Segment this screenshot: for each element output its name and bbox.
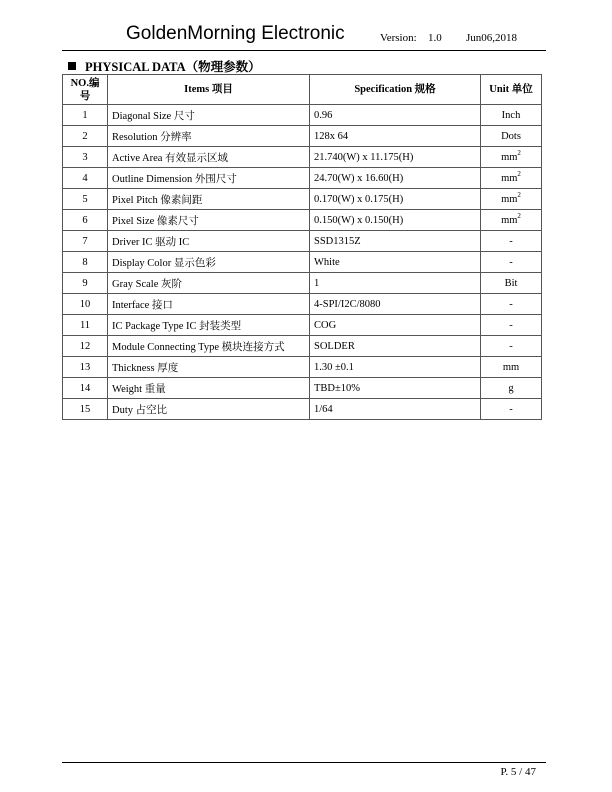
cell-spec: 0.170(W) x 0.175(H) [310, 189, 481, 210]
unit-text: mm [501, 151, 518, 163]
square-bullet-icon [68, 62, 76, 70]
table-row [63, 294, 542, 315]
cell-item: Pixel Size 像素尺寸 [108, 210, 310, 231]
cell-item: Driver IC 驱动 IC [108, 231, 310, 252]
unit-text: mm [501, 193, 518, 205]
table-row [63, 399, 542, 420]
section-title-text: PHYSICAL DATA（物理参数） [85, 60, 261, 74]
cell-spec: COG [310, 315, 481, 336]
table-row [63, 315, 542, 336]
cell-unit [481, 336, 542, 357]
cell-no: 4 [63, 168, 108, 189]
document-date: Jun06,2018 [466, 32, 518, 44]
page-number: P. 5 / 47 [500, 766, 536, 778]
cell-unit [481, 315, 542, 336]
unit-text: - [509, 256, 513, 268]
cell-no: 13 [63, 357, 108, 378]
cell-no: 7 [63, 231, 108, 252]
table-row [63, 378, 542, 399]
cell-item: Display Color 显示色彩 [108, 252, 310, 273]
version-label: Version: [380, 32, 417, 44]
cell-no: 9 [63, 273, 108, 294]
cell-unit [481, 126, 542, 147]
cell-no: 1 [63, 105, 108, 126]
cell-no: 12 [63, 336, 108, 357]
cell-unit [481, 378, 542, 399]
cell-unit [481, 357, 542, 378]
cell-no: 14 [63, 378, 108, 399]
unit-text: Inch [501, 109, 521, 121]
version-number: 1.0 [428, 32, 442, 44]
cell-spec: 1 [310, 273, 481, 294]
unit-text: - [509, 340, 513, 352]
page-header [62, 20, 546, 50]
unit-text: mm [501, 172, 518, 184]
cell-item: Thickness 厚度 [108, 357, 310, 378]
cell-no: 3 [63, 147, 108, 168]
cell-item: Duty 占空比 [108, 399, 310, 420]
cell-no: 8 [63, 252, 108, 273]
column-header-unit: Unit 单位 [481, 75, 542, 105]
cell-item: Pixel Pitch 像素间距 [108, 189, 310, 210]
cell-unit [481, 252, 542, 273]
column-header-no: NO.编号 [63, 75, 108, 105]
cell-unit [481, 168, 542, 189]
column-header-items: Items 项目 [108, 75, 310, 105]
cell-spec: 0.150(W) x 0.150(H) [310, 210, 481, 231]
cell-unit [481, 147, 542, 168]
unit-superscript: 2 [517, 169, 521, 178]
table-row [63, 357, 542, 378]
cell-item: Interface 接口 [108, 294, 310, 315]
cell-unit [481, 399, 542, 420]
cell-spec: 128x 64 [310, 126, 481, 147]
cell-item: IC Package Type IC 封装类型 [108, 315, 310, 336]
table-row [63, 105, 542, 126]
unit-superscript: 2 [517, 211, 521, 220]
table-row [63, 231, 542, 252]
unit-text: mm [501, 214, 518, 226]
cell-no: 15 [63, 399, 108, 420]
unit-text: g [508, 382, 514, 394]
cell-no: 6 [63, 210, 108, 231]
unit-superscript: 2 [517, 190, 521, 199]
cell-item: Outline Dimension 外围尺寸 [108, 168, 310, 189]
table-row [63, 252, 542, 273]
cell-spec: 1.30 ±0.1 [310, 357, 481, 378]
table-row [63, 189, 542, 210]
cell-item: Diagonal Size 尺寸 [108, 105, 310, 126]
cell-no: 5 [63, 189, 108, 210]
cell-spec: 24.70(W) x 16.60(H) [310, 168, 481, 189]
section-heading [68, 57, 261, 75]
cell-spec: 4-SPI/I2C/8080 [310, 294, 481, 315]
cell-item: Module Connecting Type 模块连接方式 [108, 336, 310, 357]
cell-unit [481, 189, 542, 210]
cell-unit [481, 105, 542, 126]
unit-text: Bit [504, 277, 518, 289]
cell-spec: 21.740(W) x 11.175(H) [310, 147, 481, 168]
company-name: GoldenMorning Electronic [126, 23, 345, 44]
table-row [63, 147, 542, 168]
header-divider [62, 50, 546, 51]
cell-no: 10 [63, 294, 108, 315]
unit-superscript: 2 [517, 148, 521, 157]
unit-text: - [509, 235, 513, 247]
cell-no: 2 [63, 126, 108, 147]
table-row [63, 273, 542, 294]
cell-item: Gray Scale 灰阶 [108, 273, 310, 294]
cell-spec: SSD1315Z [310, 231, 481, 252]
cell-unit [481, 273, 542, 294]
cell-item: Resolution 分辨率 [108, 126, 310, 147]
unit-text: - [509, 298, 513, 310]
table-row [63, 126, 542, 147]
unit-text: Dots [501, 130, 521, 142]
table-row [63, 210, 542, 231]
cell-spec: White [310, 252, 481, 273]
cell-unit [481, 294, 542, 315]
cell-spec: 0.96 [310, 105, 481, 126]
cell-item: Weight 重量 [108, 378, 310, 399]
column-header-spec: Specification 规格 [310, 75, 481, 105]
physical-data-table [62, 74, 542, 420]
cell-no: 11 [63, 315, 108, 336]
cell-spec: 1/64 [310, 399, 481, 420]
unit-text: - [509, 403, 513, 415]
cell-item: Active Area 有效显示区域 [108, 147, 310, 168]
table-row [63, 168, 542, 189]
unit-text: - [509, 319, 513, 331]
unit-text: mm [502, 361, 520, 373]
table-header-row [63, 75, 542, 105]
cell-spec: SOLDER [310, 336, 481, 357]
cell-spec: TBD±10% [310, 378, 481, 399]
footer-divider [62, 762, 546, 763]
table-row [63, 336, 542, 357]
cell-unit [481, 231, 542, 252]
cell-unit [481, 210, 542, 231]
